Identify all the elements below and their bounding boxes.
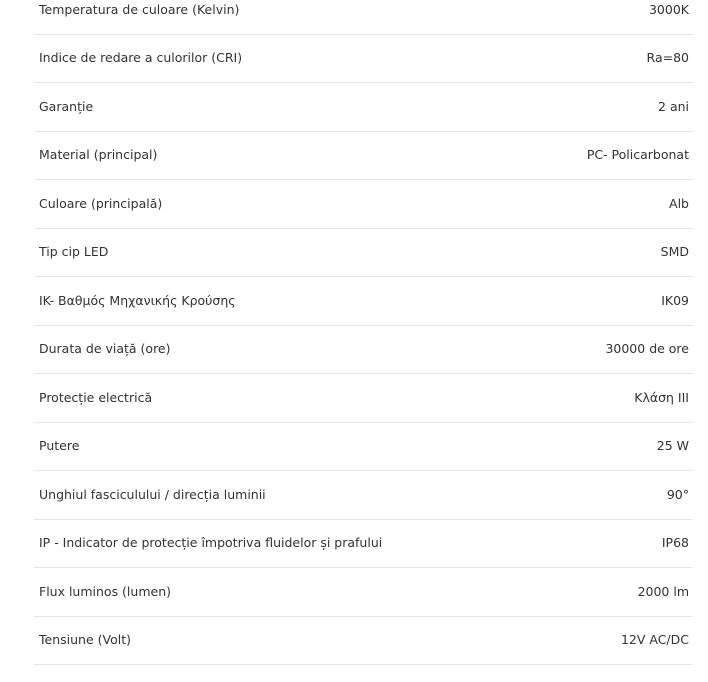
spec-row-voltage (34, 617, 693, 666)
spec-value: 25 W (656, 438, 689, 453)
spec-label: Unghiul fasciculului / direcția luminii (39, 486, 266, 502)
spec-row-led-chip-type (34, 229, 693, 278)
specifications-table (34, 0, 693, 665)
spec-value: 90° (666, 486, 689, 502)
spec-label: Culoare (principală) (39, 195, 163, 211)
spec-label: Flux luminos (lumen) (39, 583, 171, 599)
spec-value: 30000 de ore (605, 341, 689, 356)
spec-label: Indice de redare a culorilor (CRI) (39, 50, 243, 65)
spec-value: Ra=80 (646, 50, 689, 65)
spec-value: Κλάση III (634, 389, 689, 405)
spec-row-ip-rating (34, 520, 693, 569)
spec-label: Durata de viață (ore) (39, 341, 171, 356)
spec-row-beam-angle (34, 471, 693, 520)
spec-label: Protecție electrică (39, 389, 153, 405)
spec-row-power (34, 423, 693, 472)
spec-row-electrical-protection (34, 374, 693, 423)
spec-label: IP - Indicator de protecție împotriva fluidelor și prafului (39, 535, 383, 550)
spec-label: Garanție (39, 98, 94, 114)
spec-label: Tensiune (Volt) (39, 632, 131, 647)
spec-label: Tip cip LED (39, 244, 109, 259)
spec-label: IK- Βαθμός Μηχανικής Κρούσης (39, 292, 236, 308)
spec-row-ik-rating (34, 277, 693, 326)
spec-value: PC- Policarbonat (586, 147, 689, 162)
spec-row-material (34, 132, 693, 181)
spec-value: 3000K (648, 1, 689, 17)
spec-label: Temperatura de culoare (Kelvin) (39, 1, 240, 17)
spec-value: IP68 (661, 535, 689, 550)
spec-label: Putere (39, 438, 80, 453)
spec-row-cri (34, 35, 693, 84)
spec-label: Material (principal) (39, 147, 158, 162)
spec-row-luminous-flux (34, 568, 693, 617)
spec-value: Alb (669, 195, 689, 211)
spec-value: IK09 (661, 292, 689, 308)
spec-value: 12V AC/DC (620, 632, 689, 647)
spec-value: SMD (660, 244, 689, 259)
spec-row-lifetime (34, 326, 693, 375)
spec-value: 2 ani (658, 98, 689, 114)
spec-row-color (34, 180, 693, 229)
spec-row-warranty (34, 83, 693, 132)
spec-value: 2000 lm (637, 583, 689, 599)
spec-row-color-temperature (34, 0, 693, 35)
